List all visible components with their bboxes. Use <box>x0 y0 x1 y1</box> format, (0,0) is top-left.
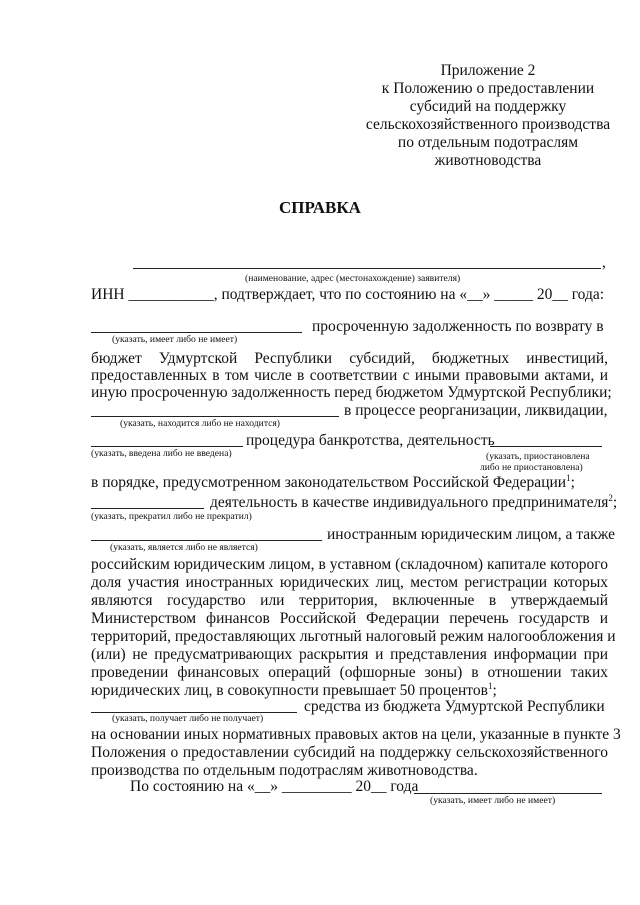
debt-field-line <box>91 332 302 333</box>
debt-line: бюджет Удмуртской Республики субсидий, бюджетных инвестиций, <box>91 350 608 367</box>
footnote-marker: 1 <box>566 472 571 483</box>
debt-line: предоставленных в том числе в соответствии с иными правовыми актами, и <box>91 367 608 384</box>
final-field-line <box>414 793 602 794</box>
debt-line: иную просроченную задолженность перед бюджетом Удмуртской Республики; <box>91 384 612 401</box>
suspension-hint: либо не приостановлена) <box>480 462 583 473</box>
appendix-line: животноводства <box>434 152 542 169</box>
foreign-line: российским юридическим лицом, в уставном (складочном) капитале которого <box>91 556 608 573</box>
applicant-field-line <box>133 268 601 269</box>
foreign-line: территорий, предоставляющих льготный налоговый режим налогообложения и <box>91 628 616 645</box>
applicant-hint: (наименование, адрес (местонахождение) заявителя) <box>245 273 461 284</box>
suspension-hint: (указать, приостановлена <box>486 451 590 462</box>
bankruptcy-text: процедура банкротства, деятельность <box>246 432 495 449</box>
entrepreneur-text: деятельность в качестве индивидуального предпринимателя$^2$; <box>210 492 618 511</box>
appendix-number: Приложение 2 <box>440 62 536 79</box>
foreign-text: иностранным юридическим лицом, а также <box>327 526 615 543</box>
final-date-text: По состоянию на «__» _________ 20__ года <box>130 778 419 795</box>
foreign-line: проведении финансовых операций (офшорные зоны) в отношении таких <box>91 664 608 681</box>
bankruptcy-hint: (указать, введена либо не введена) <box>91 448 232 459</box>
funds-line: на основании иных нормативных правовых актов на цели, указанные в пункте 3 <box>91 726 621 743</box>
debt-hint: (указать, имеет либо не имеет) <box>112 334 238 345</box>
reorg-field-line <box>91 416 339 417</box>
foreign-line: Министерством финансов Российской Федерации перечень государств и <box>91 610 608 627</box>
inn-line: ИНН ___________, подтверждает, что по состоянию на «__» _____ 20__ года: <box>91 286 605 303</box>
footnote-marker: 1 <box>487 680 493 691</box>
entrepreneur-hint: (указать, прекратил либо не прекратил) <box>91 511 252 522</box>
foreign-line: доля участия иностранных юридических лиц, местом регистрации которых <box>91 574 608 591</box>
reorg-text: в процессе реорганизации, ликвидации, <box>344 402 608 419</box>
reorg-hint: (указать, находится либо не находится) <box>120 418 280 429</box>
appendix-line: к Положению о предоставлении <box>381 80 595 97</box>
footnote-marker: 2 <box>608 492 613 503</box>
foreign-line: (или) не предусматривающих раскрытия и представления информации при <box>91 646 608 663</box>
foreign-hint: (указать, является либо не является) <box>110 542 258 553</box>
funds-text: средства из бюджета Удмуртской Республики <box>304 698 605 715</box>
funds-line: Положения о предоставлении субсидий на поддержку сельскохозяйственного <box>91 744 608 761</box>
funds-line: производства по отдельным подотраслям животноводства. <box>91 762 478 779</box>
funds-hint: (указать, получает либо не получает) <box>112 713 264 724</box>
debt-text: просроченную задолженность по возврату в <box>312 318 604 335</box>
appendix-line: сельскохозяйственного производства <box>365 116 611 133</box>
appendix-line: субсидий на поддержку <box>409 98 567 115</box>
entrepreneur-field-line <box>91 508 204 509</box>
bankruptcy-line: в порядке, предусмотренном законодательством Российской Федерации$^1$; <box>91 472 575 491</box>
document-title: СПРАВКА <box>279 198 361 217</box>
foreign-field-line <box>91 540 322 541</box>
applicant-comma: , <box>602 254 606 271</box>
bankruptcy-field-line <box>91 446 243 447</box>
suspension-field-line <box>490 446 602 447</box>
appendix-line: по отдельным подотраслям <box>397 134 579 151</box>
final-hint: (указать, имеет либо не имеет) <box>430 795 556 806</box>
foreign-line: юридических лиц, в совокупности превышает 50 процентов$^1$; <box>91 680 497 699</box>
foreign-line: являются государство или территория, включенные в утверждаемый <box>91 592 608 609</box>
